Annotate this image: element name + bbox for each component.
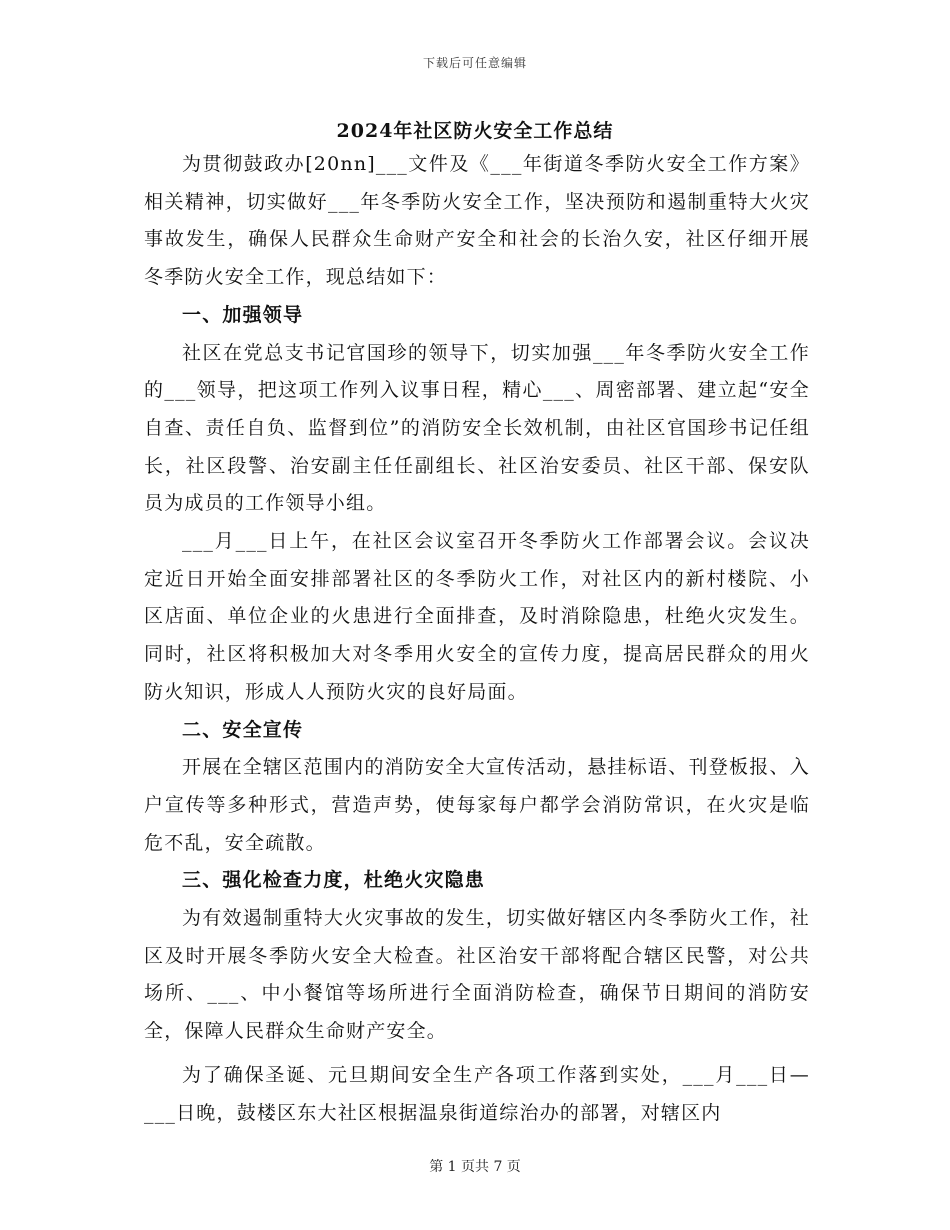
intro-paragraph: 为贯彻鼓政办[20nn]___文件及《___年街道冬季防火安全工作方案》相关精神，切实做好___年冬季防火安全工作，坚决预防和遏制重特大火灾事故发生，确保人民群众生命财产安全和社会的长治久安，社区仔细开展冬季防火安全工作，现总结如下： [144, 153, 810, 289]
section-heading-leadership: 一、加强领导 [182, 303, 304, 326]
section-heading-inspection: 三、强化检查力度，杜绝火灾隐患 [182, 869, 486, 892]
section-heading-publicity: 二、安全宣传 [182, 718, 304, 741]
publicity-paragraph: 开展在全辖区范围内的消防安全大宣传活动，悬挂标语、刊登板报、入户宣传等多种形式，营造声势，使每家每户都学会消防常识，在火灾是临危不乱，安全疏散。 [144, 756, 810, 854]
meeting-paragraph: ___月___日上午，在社区会议室召开冬季防火工作部署会议。会议决定近日开始全面安排部署社区的冬季防火工作，对社区内的新村楼院、小区店面、单位企业的火患进行全面排查，及时消除隐患，杜绝火灾发生。同时，社区将积极加大对冬季用火安全的宣传力度，提高居民群众的用火防火知识，形成人人预防火灾的良好局面。 [144, 530, 810, 703]
document-title: 2024年社区防火安全工作总结 [336, 120, 614, 142]
document-body [144, 146, 810, 1132]
header-note: 下载后可任意编辑 [422, 56, 527, 70]
page-footer: 第 1 页共 7 页 [429, 1159, 521, 1175]
inspection-paragraph: 为有效遏制重特大火灾事故的发生，切实做好辖区内冬季防火工作，社区及时开展冬季防火安全大检查。社区治安干部将配合辖区民警，对公共场所、___、中小餐馆等场所进行全面消防检查，确保节日期间的消防安全，保障人民群众生命财产安全。 [144, 907, 810, 1043]
holiday-paragraph: 为了确保圣诞、元旦期间安全生产各项工作落到实处，___月___日—___日晚，鼓楼区东大社区根据温泉街道综治办的部署，对辖区内 [144, 1063, 810, 1124]
leadership-paragraph: 社区在党总支书记官国珍的领导下，切实加强___年冬季防火安全工作的___领导，把这项工作列入议事日程，精心___、周密部署、建立起“安全自查、责任自负、监督到位”的消防安全长效机制，由社区官国珍书记任组长，社区段警、治安副主任任副组长、社区治安委员、社区干部、保安队员为成员的工作领导小组。 [144, 341, 810, 515]
